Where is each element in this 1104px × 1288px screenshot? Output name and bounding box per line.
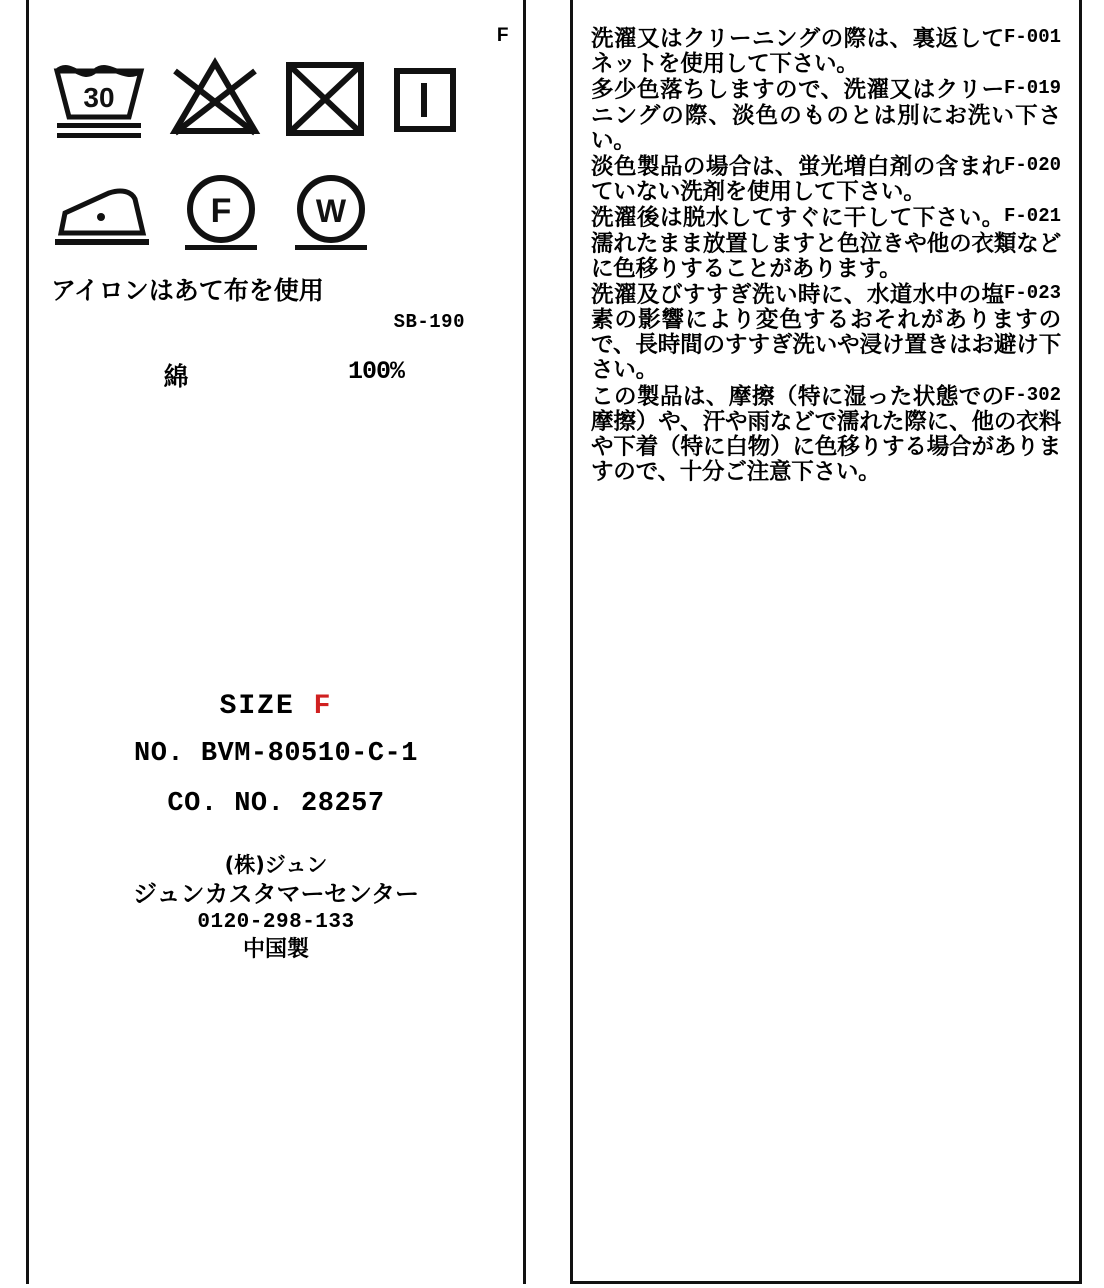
fabric-name: 綿 (163, 362, 189, 391)
notice-text: 淡色製品の場合は、蛍光増白剤の含まれていない洗剤を使用して下さい。 (591, 153, 1004, 206)
notice-item (591, 283, 1061, 384)
no-tumble-dry-icon (283, 55, 367, 144)
care-symbol-row-1 (51, 55, 459, 144)
size-corner-mark: F (496, 25, 509, 46)
dryclean-f-icon (179, 173, 263, 256)
notice-item (591, 27, 1061, 77)
notice-item (591, 78, 1061, 154)
fabric-percent: 100% (347, 357, 404, 386)
svg-text:F: F (210, 192, 232, 230)
notice-text: 洗濯及びすすぎ洗い時に、水道水中の塩素の影響により変色するおそれがありますので、長時間のすすぎ洗いや浸け置きはお避け下さい。 (591, 281, 1061, 384)
notice-code: F-020 (1003, 153, 1061, 176)
notice-item (591, 385, 1061, 486)
notice-list (591, 27, 1061, 486)
country-of-origin: 中国製 (242, 937, 309, 963)
dry-flat-icon (389, 55, 459, 144)
notice-code: F-302 (1003, 383, 1061, 406)
notice-text: この製品は、摩擦（特に湿った状態での摩擦）や、汗や雨などで濡れた際に、他の衣料や下着（特に白物）に色移りする場合がありますので、十分ご注意下さい。 (591, 383, 1061, 486)
svg-text:W: W (315, 193, 347, 229)
notice-text: 洗濯又はクリーニングの際は、裏返してネットを使用して下さい。 (591, 26, 1004, 78)
wash-30-icon (51, 55, 147, 144)
notice-code: F-021 (1003, 205, 1061, 228)
company-block (29, 852, 523, 965)
right-notice-panel (570, 0, 1082, 1284)
sb-code-text: SB-190 (393, 311, 465, 333)
notice-item (591, 206, 1061, 282)
notice-code: F-001 (1003, 26, 1061, 48)
notice-code: F-023 (1003, 281, 1061, 304)
notice-text: 洗濯後は脱水してすぐに干して下さい。濡れたまま放置しますと色泣きや他の衣類などに色移りすることがあります。 (591, 205, 1061, 282)
care-symbol-row-2 (51, 173, 373, 256)
wetclean-w-icon (289, 173, 373, 256)
notice-text: 多少色落ちしますので、洗濯又はクリーニングの際、淡色のものとは別にお洗い下さい。 (591, 77, 1061, 154)
fabric-composition-row (29, 357, 523, 393)
left-label-panel (26, 0, 526, 1284)
notice-item (591, 155, 1061, 205)
size-line (29, 691, 523, 722)
customer-center-phone: 0120-298-133 (197, 910, 355, 934)
company-name: (株)ジュン (224, 853, 328, 877)
iron-instruction-text: アイロンはあて布を使用 (51, 276, 324, 305)
product-number: NO. BVM-80510-C-1 (134, 739, 418, 769)
size-label: SIZE (219, 691, 295, 722)
company-number: CO. NO. 28257 (167, 789, 385, 819)
size-value: F (313, 691, 333, 722)
customer-center-name: ジュンカスタマーセンター (132, 879, 420, 908)
notice-code: F-019 (1003, 77, 1061, 100)
no-bleach-icon (169, 55, 261, 144)
iron-low-icon (51, 177, 153, 256)
svg-text:30: 30 (83, 82, 115, 113)
